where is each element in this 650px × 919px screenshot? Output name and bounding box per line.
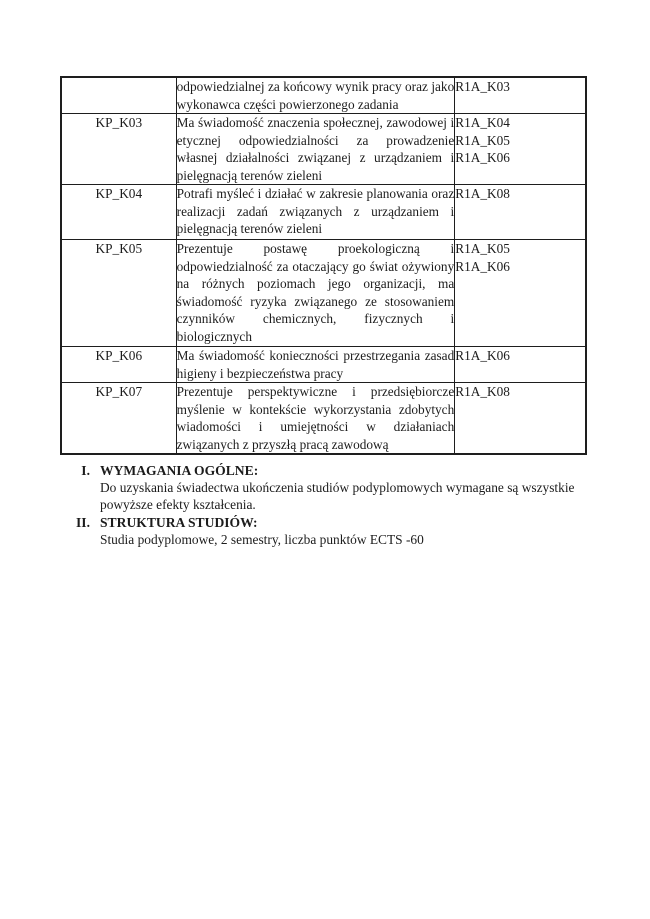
competency-code-cell: KP_K04	[61, 185, 176, 240]
reference-codes-cell	[455, 114, 586, 185]
reference-codes-cell	[455, 347, 586, 383]
section-heading: STRUKTURA STUDIÓW:	[100, 514, 258, 530]
section-general-requirements	[60, 462, 591, 514]
section-heading: WYMAGANIA OGÓLNE:	[100, 463, 259, 478]
table-row	[61, 347, 586, 383]
competency-code-cell: KP_K05	[61, 240, 176, 347]
section-study-structure	[60, 514, 591, 548]
reference-codes-cell	[455, 240, 586, 347]
competency-code-cell: KP_K07	[61, 383, 176, 455]
competency-code-cell: KP_K03	[61, 114, 176, 185]
reference-codes-cell	[455, 77, 586, 114]
reference-code: R1A_K06	[455, 150, 510, 165]
reference-code: R1A_K04	[455, 115, 510, 130]
reference-codes-cell	[455, 185, 586, 240]
table-row	[61, 185, 586, 240]
section-number: II.	[76, 514, 90, 530]
section-body: Do uzyskania świadectwa ukończenia studiów podyplomowych wymagane są wszystkie powyższe efekty kształcenia.	[100, 480, 575, 513]
reference-code: R1A_K05	[455, 241, 510, 256]
description-cell: Prezentuje perspektywiczne i przedsiębiorcze myślenie w kontekście wykorzystania zdobytych wiadomości i umiejętności w działaniach związanych z przyszłą pracą zawodową	[176, 383, 455, 455]
competency-code-cell	[61, 77, 176, 114]
section-number: I.	[81, 463, 90, 478]
table-row	[61, 240, 586, 347]
section-list	[60, 462, 591, 548]
description-cell: Ma świadomość konieczności przestrzegania zasad higieny i bezpieczeństwa pracy	[176, 348, 455, 381]
description-cell: Ma świadomość znaczenia społecznej, zawodowej i etycznej odpowiedzialności za prowadzenie własnej działalności związanej z urządzaniem i pielęgnacją terenów zieleni	[176, 115, 455, 183]
section-body: Studia podyplomowe, 2 semestry, liczba punktów ECTS -60	[100, 531, 424, 547]
description-cell: Prezentuje postawę proekologiczną i odpowiedzialność za otaczający go świat ożywiony na różnych poziomach jego organizacji, ma świadomość ryzyka związanego ze stosowaniem czynników chemicznych, fizycznych i biologicznych	[176, 240, 455, 347]
reference-codes-cell	[455, 383, 586, 455]
reference-code: R1A_K05	[455, 132, 510, 148]
description-cell: Potrafi myśleć i działać w zakresie planowania oraz realizacji zadań związanych z urządzaniem i pielęgnacją terenów zieleni	[176, 185, 455, 240]
table-row	[61, 114, 586, 185]
reference-code: R1A_K08	[455, 186, 510, 201]
description-cell: odpowiedzialnej za końcowy wynik pracy oraz jako wykonawca części powierzonego zadania	[176, 79, 455, 112]
reference-code: R1A_K06	[455, 348, 510, 363]
reference-code: R1A_K06	[455, 258, 510, 274]
table-row	[61, 383, 586, 455]
reference-code: R1A_K03	[455, 79, 510, 94]
reference-code: R1A_K08	[455, 384, 510, 399]
competency-table	[60, 76, 587, 455]
competency-code-cell: KP_K06	[61, 347, 176, 383]
table-row	[61, 77, 586, 114]
